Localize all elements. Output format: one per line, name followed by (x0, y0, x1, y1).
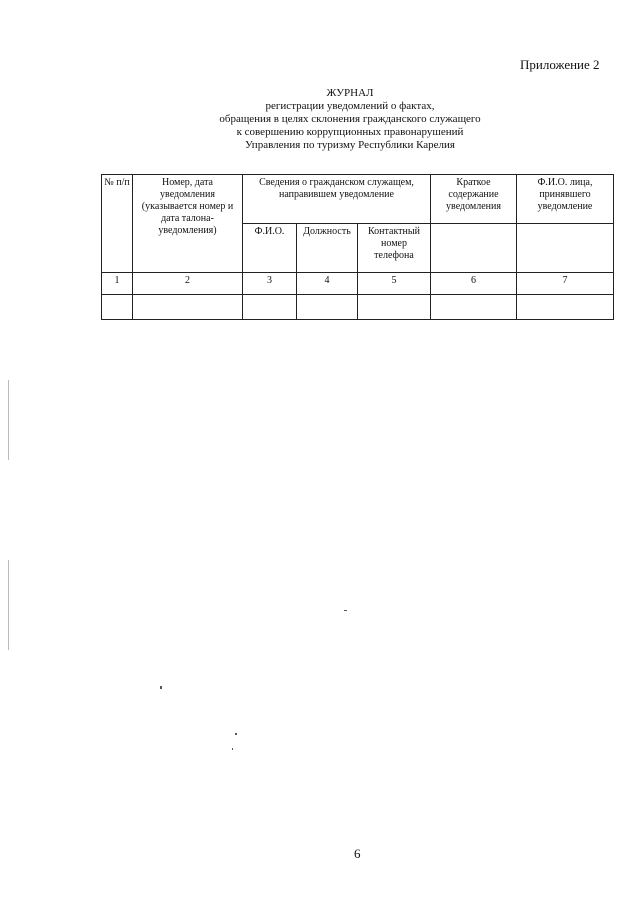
column-number: 4 (297, 273, 358, 295)
empty-cell (358, 295, 431, 320)
title-line: Управления по туризму Республики Карелия (244, 139, 455, 151)
scan-speck (232, 748, 233, 750)
column-number: 3 (243, 273, 297, 295)
header-summary-empty (431, 224, 517, 273)
empty-cell (133, 295, 243, 320)
column-number: 1 (102, 273, 133, 295)
document-title (200, 87, 500, 152)
scan-speck (235, 733, 237, 735)
scan-speck (8, 380, 9, 460)
header-receiver-empty (517, 224, 614, 273)
title-line: ЖУРНАЛ (326, 87, 374, 99)
scan-speck (160, 686, 162, 689)
header-employee-info: Сведения о гражданском служащем, направившем уведомление (243, 175, 431, 224)
scan-speck (8, 560, 9, 650)
header-number-date: Номер, дата уведомления (указывается номер и дата талона-уведомления) (133, 175, 243, 273)
appendix-label: Приложение 2 (520, 57, 600, 72)
scan-speck (344, 610, 347, 611)
header-row (102, 175, 614, 224)
header-fio: Ф.И.О. (243, 224, 297, 273)
header-no: № п/п (102, 175, 133, 273)
column-number: 6 (431, 273, 517, 295)
column-number-row (102, 273, 614, 295)
header-phone: Контактный номер телефона (358, 224, 431, 273)
page-number: 6 (354, 846, 361, 861)
header-position: Должность (297, 224, 358, 273)
empty-cell (297, 295, 358, 320)
empty-cell (102, 295, 133, 320)
journal-table (101, 174, 614, 320)
column-number: 7 (517, 273, 614, 295)
title-line: регистрации уведомлений о фактах, (265, 100, 435, 112)
column-number: 5 (358, 273, 431, 295)
title-line: к совершению коррупционных правонарушений (236, 126, 464, 138)
empty-cell (431, 295, 517, 320)
header-receiver: Ф.И.О. лица, принявшего уведомление (517, 175, 614, 224)
header-summary: Краткое содержание уведомления (431, 175, 517, 224)
empty-cell (517, 295, 614, 320)
title-line: обращения в целях склонения гражданского служащего (219, 113, 481, 125)
empty-cell (243, 295, 297, 320)
column-number: 2 (133, 273, 243, 295)
empty-table-row (102, 295, 614, 320)
